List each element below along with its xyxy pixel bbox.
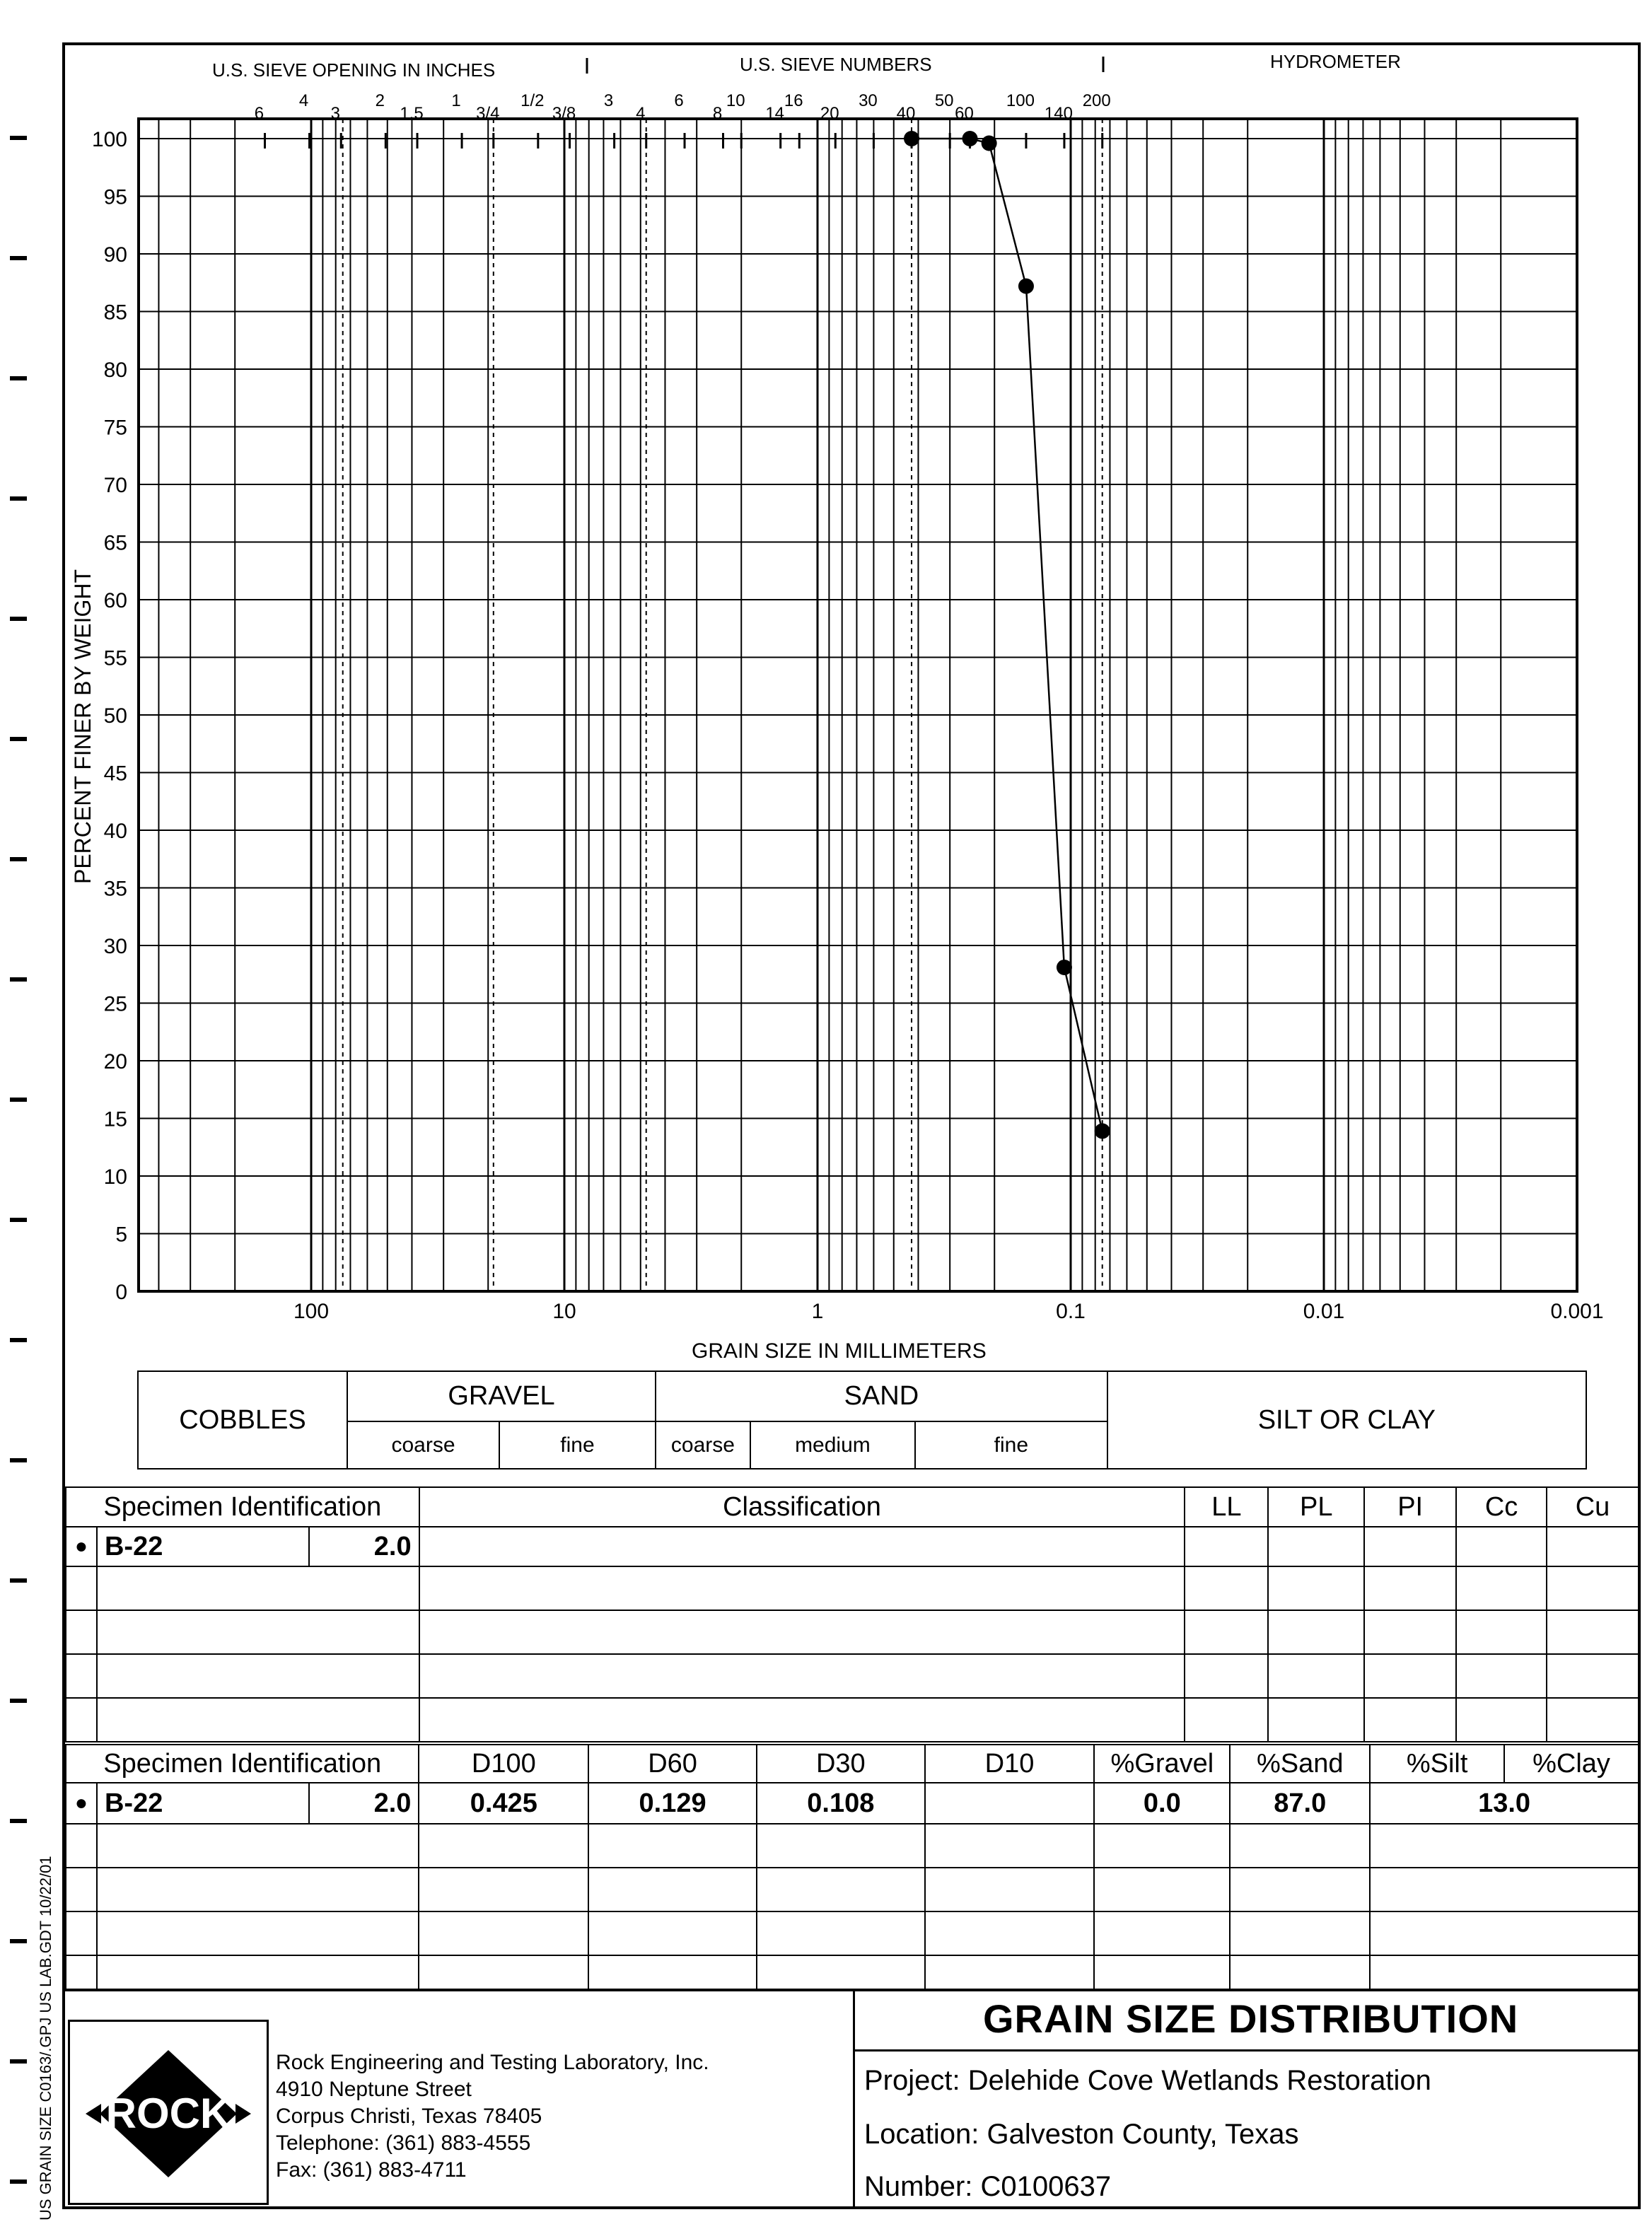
t2-header-specimen: Specimen Identification: [66, 1745, 419, 1783]
table-row: [66, 1527, 1639, 1566]
table-row-empty: [66, 1911, 1639, 1955]
pi-value: [1364, 1527, 1456, 1566]
footer-top-rule: [62, 1989, 1641, 1991]
project-label: Project:: [864, 2065, 960, 2096]
ll-value: [1185, 1527, 1268, 1566]
sieve-opening-label: U.S. SIEVE OPENING IN INCHES: [212, 59, 496, 81]
x-tick-label: 10: [552, 1300, 576, 1323]
y-tick-label: 20: [103, 1050, 127, 1073]
sieve-tick-label: 10: [726, 91, 745, 110]
y-tick-label: 15: [103, 1107, 127, 1131]
hydrometer-label: HYDROMETER: [1270, 51, 1401, 72]
t1-header-cc: Cc: [1456, 1487, 1547, 1527]
logo-text: ROCK: [105, 2090, 231, 2137]
cu-value: [1547, 1527, 1639, 1566]
x-tick-label: 100: [293, 1300, 330, 1323]
sieve-tick-label: 3: [330, 104, 340, 123]
t1-header-cu: Cu: [1547, 1487, 1639, 1527]
data-point: [904, 131, 919, 146]
table-row: [66, 1783, 1639, 1824]
company-telephone: Telephone: (361) 883-4555: [276, 2131, 531, 2155]
t2-header-d30: D30: [757, 1745, 925, 1783]
y-tick-label: 55: [103, 646, 127, 670]
t2-header-gravel: %Gravel: [1094, 1745, 1230, 1783]
t2-header-clay: %Clay: [1504, 1745, 1639, 1783]
sieve-tick-label: 1: [451, 91, 461, 110]
data-point: [962, 131, 978, 146]
classification-value: [419, 1527, 1185, 1566]
classification-table: [65, 1486, 1639, 1742]
report-title: GRAIN SIZE DISTRIBUTION: [983, 1996, 1519, 2041]
sieve-tick-label: 4: [636, 104, 646, 123]
footer-title-rule: [853, 2049, 1641, 2052]
number-value: C0100637: [980, 2171, 1112, 2202]
sieve-tick-label: 4: [298, 91, 309, 110]
sieve-tick-label: 20: [820, 104, 839, 123]
table-row-empty: [66, 1610, 1639, 1654]
sieve-tick-label: 2: [375, 91, 385, 110]
d100-value: 0.425: [419, 1783, 588, 1824]
number-line: [864, 2171, 1111, 2203]
y-tick-label: 100: [91, 128, 127, 151]
y-tick-label: 90: [103, 243, 127, 267]
specimen-depth: 2.0: [309, 1783, 419, 1824]
location-label: Location:: [864, 2119, 979, 2150]
sieve-tick-label: 3/8: [552, 104, 576, 123]
sieve-tick-label: 6: [254, 104, 264, 123]
y-tick-label: 0: [115, 1281, 127, 1304]
location-value: Galveston County, Texas: [987, 2119, 1299, 2150]
sand-cell: SAND: [656, 1371, 1107, 1421]
y-tick-label: 65: [103, 531, 127, 555]
t1-header-specimen: Specimen Identification: [66, 1487, 419, 1527]
table-row-empty: [66, 1868, 1639, 1911]
y-tick-label: 40: [103, 820, 127, 843]
company-logo-frame: [68, 2020, 269, 2205]
gravel-percent: 0.0: [1094, 1783, 1230, 1824]
y-tick-label: 25: [103, 992, 127, 1016]
sieve-tick-label: 100: [1006, 91, 1035, 110]
y-tick-label: 45: [103, 762, 127, 786]
sieve-tick-label: 16: [784, 91, 803, 110]
y-tick-label: 10: [103, 1165, 127, 1189]
t2-header-sand: %Sand: [1230, 1745, 1370, 1783]
rock-logo: [70, 2022, 267, 2203]
company-fax: Fax: (361) 883-4711: [276, 2158, 467, 2182]
location-line: [864, 2119, 1298, 2151]
specimen-id: B-22: [97, 1783, 309, 1824]
d30-value: 0.108: [757, 1783, 925, 1824]
sand-percent: 87.0: [1230, 1783, 1370, 1824]
plot-frame: [139, 119, 1577, 1291]
table-row-empty: [66, 1654, 1639, 1698]
project-value: Delehide Cove Wetlands Restoration: [967, 2065, 1431, 2096]
project-line: [864, 2065, 1431, 2097]
table-row-empty: [66, 1955, 1639, 1991]
gravel-fine-cell: fine: [499, 1421, 656, 1469]
d60-value: 0.129: [588, 1783, 757, 1824]
side-footer: US GRAIN SIZE C0163/.GPJ US LAB.GDT 10/22/01: [37, 1856, 54, 2221]
sieve-tick-label: 1.5: [400, 104, 424, 123]
t2-header-silt: %Silt: [1370, 1745, 1504, 1783]
cobbles-cell: COBBLES: [138, 1371, 347, 1469]
t2-header-d60: D60: [588, 1745, 757, 1783]
sieve-tick-label: 200: [1082, 91, 1111, 110]
company-name: Rock Engineering and Testing Laboratory, Inc.: [276, 2051, 709, 2074]
sieve-tick-label: 40: [896, 104, 916, 123]
sand-coarse-cell: coarse: [656, 1421, 750, 1469]
pl-value: [1268, 1527, 1364, 1566]
t1-header-pi: PI: [1364, 1487, 1456, 1527]
table-row-empty: [66, 1824, 1639, 1868]
sieve-numbers-label: U.S. SIEVE NUMBERS: [740, 54, 932, 75]
y-tick-label: 5: [115, 1223, 127, 1247]
t1-header-pl: PL: [1268, 1487, 1364, 1527]
silt-or-clay-cell: SILT OR CLAY: [1107, 1371, 1586, 1469]
row-marker: ●: [66, 1527, 97, 1566]
data-point: [982, 136, 997, 151]
sand-medium-cell: medium: [750, 1421, 915, 1469]
gradation-curve: [912, 139, 1103, 1131]
specimen-depth: 2.0: [309, 1527, 419, 1566]
x-axis-label: GRAIN SIZE IN MILLIMETERS: [692, 1339, 987, 1363]
gravel-cell: GRAVEL: [347, 1371, 656, 1421]
sieve-tick-label: 3: [603, 91, 614, 110]
data-point: [1057, 960, 1072, 975]
sieve-tick-label: 14: [765, 104, 785, 123]
cc-value: [1456, 1527, 1547, 1566]
sieve-tick-label: 50: [934, 91, 954, 110]
x-tick-label: 0.001: [1550, 1300, 1604, 1323]
sieve-tick-label: 140: [1044, 104, 1073, 123]
sieve-tick-label: 8: [712, 104, 723, 123]
company-street: 4910 Neptune Street: [276, 2078, 472, 2101]
y-axis-label: PERCENT FINER BY WEIGHT: [70, 569, 95, 884]
gradation-table: [65, 1744, 1639, 1991]
company-address: [276, 2049, 709, 2184]
x-tick-label: 0.1: [1056, 1300, 1086, 1323]
y-tick-label: 80: [103, 359, 127, 382]
y-tick-label: 35: [103, 877, 127, 901]
number-label: Number:: [864, 2171, 973, 2202]
y-tick-label: 50: [103, 704, 127, 728]
silt-clay-percent: 13.0: [1370, 1783, 1639, 1824]
y-tick-label: 60: [103, 589, 127, 612]
company-city: Corpus Christi, Texas 78405: [276, 2105, 542, 2128]
gravel-coarse-cell: coarse: [347, 1421, 499, 1469]
t2-header-d100: D100: [419, 1745, 588, 1783]
t1-header-ll: LL: [1185, 1487, 1268, 1527]
y-tick-label: 30: [103, 935, 127, 958]
row-marker: ●: [66, 1783, 97, 1824]
x-tick-label: 1: [811, 1300, 824, 1323]
x-tick-label: 0.01: [1303, 1300, 1345, 1323]
specimen-id: B-22: [97, 1527, 309, 1566]
sieve-tick-label: 3/4: [476, 104, 500, 123]
table-row-empty: [66, 1566, 1639, 1610]
y-tick-label: 95: [103, 185, 127, 209]
data-point: [1018, 279, 1034, 294]
y-tick-label: 75: [103, 416, 127, 440]
data-point: [1095, 1123, 1110, 1139]
sieve-tick-label: 1/2: [520, 91, 545, 110]
footer-mid-rule: [853, 1989, 855, 2209]
d10-value: [925, 1783, 1095, 1824]
classification-bar: [137, 1370, 1587, 1469]
table-row-empty: [66, 1698, 1639, 1742]
y-tick-label: 70: [103, 474, 127, 497]
t2-header-d10: D10: [925, 1745, 1095, 1783]
sieve-tick-label: 30: [859, 91, 878, 110]
t1-header-classification: Classification: [419, 1487, 1185, 1527]
y-tick-label: 85: [103, 301, 127, 325]
sieve-tick-label: 6: [674, 91, 684, 110]
sieve-tick-label: 60: [955, 104, 974, 123]
sand-fine-cell: fine: [915, 1421, 1107, 1469]
